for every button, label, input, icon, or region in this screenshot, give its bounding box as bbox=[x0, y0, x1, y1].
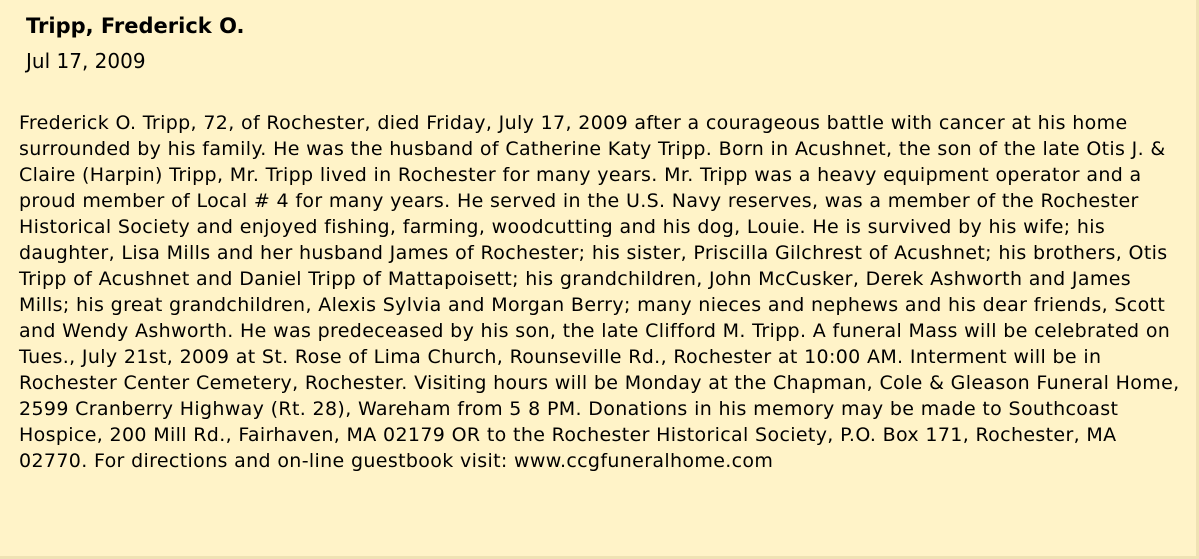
obituary-body: Frederick O. Tripp, 72, of Rochester, died Friday, July 17, 2009 after a courageous battle with cancer at his home surrounded by his family. He was the husband of Catherine Katy Tripp. Born in Acushnet, the son of the late Otis J. & Claire (Harpin) Tripp, Mr. Tripp lived in Rochester for many years. Mr. Tripp was a heavy equipment operator and a proud member of Local # 4 for many years. He served in the U.S. Navy reserves, was a member of the Rochester Historical Society and enjoyed fishing, farming, woodcutting and his dog, Louie. He is survived by his wife; his daughter, Lisa Mills and her husband James of Rochester; his sister, Priscilla Gilchrest of Acushnet; his brothers, Otis Tripp of Acushnet and Daniel Tripp of Mattapoisett; his grandchildren, John McCusker, Derek Ashworth and James Mills; his great grandchildren, Alexis Sylvia and Morgan Berry; many nieces and nephews and his dear friends, Scott and Wendy Ashworth. He was predeceased by his son, the late Clifford M. Tripp. A funeral Mass will be celebrated on Tues., July 21st, 2009 at St. Rose of Lima Church, Rounseville Rd., Rochester at 10:00 AM. Interment will be in Rochester Center Cemetery, Rochester. Visiting hours will be Monday at the Chapman, Cole & Gleason Funeral Home, 2599 Cranberry Highway (Rt. 28), Wareham from 5 8 PM. Donations in his memory may be made to Southcoast Hospice, 200 Mill Rd., Fairhaven, MA 02179 OR to the Rochester Historical Society, P.O. Box 171, Rochester, MA 02770. For directions and on-line guestbook visit: www.ccgfuneralhome.com bbox=[19, 112, 1180, 472]
obituary-name: Tripp, Frederick O. bbox=[26, 14, 245, 38]
obituary-date: Jul 17, 2009 bbox=[26, 49, 146, 73]
